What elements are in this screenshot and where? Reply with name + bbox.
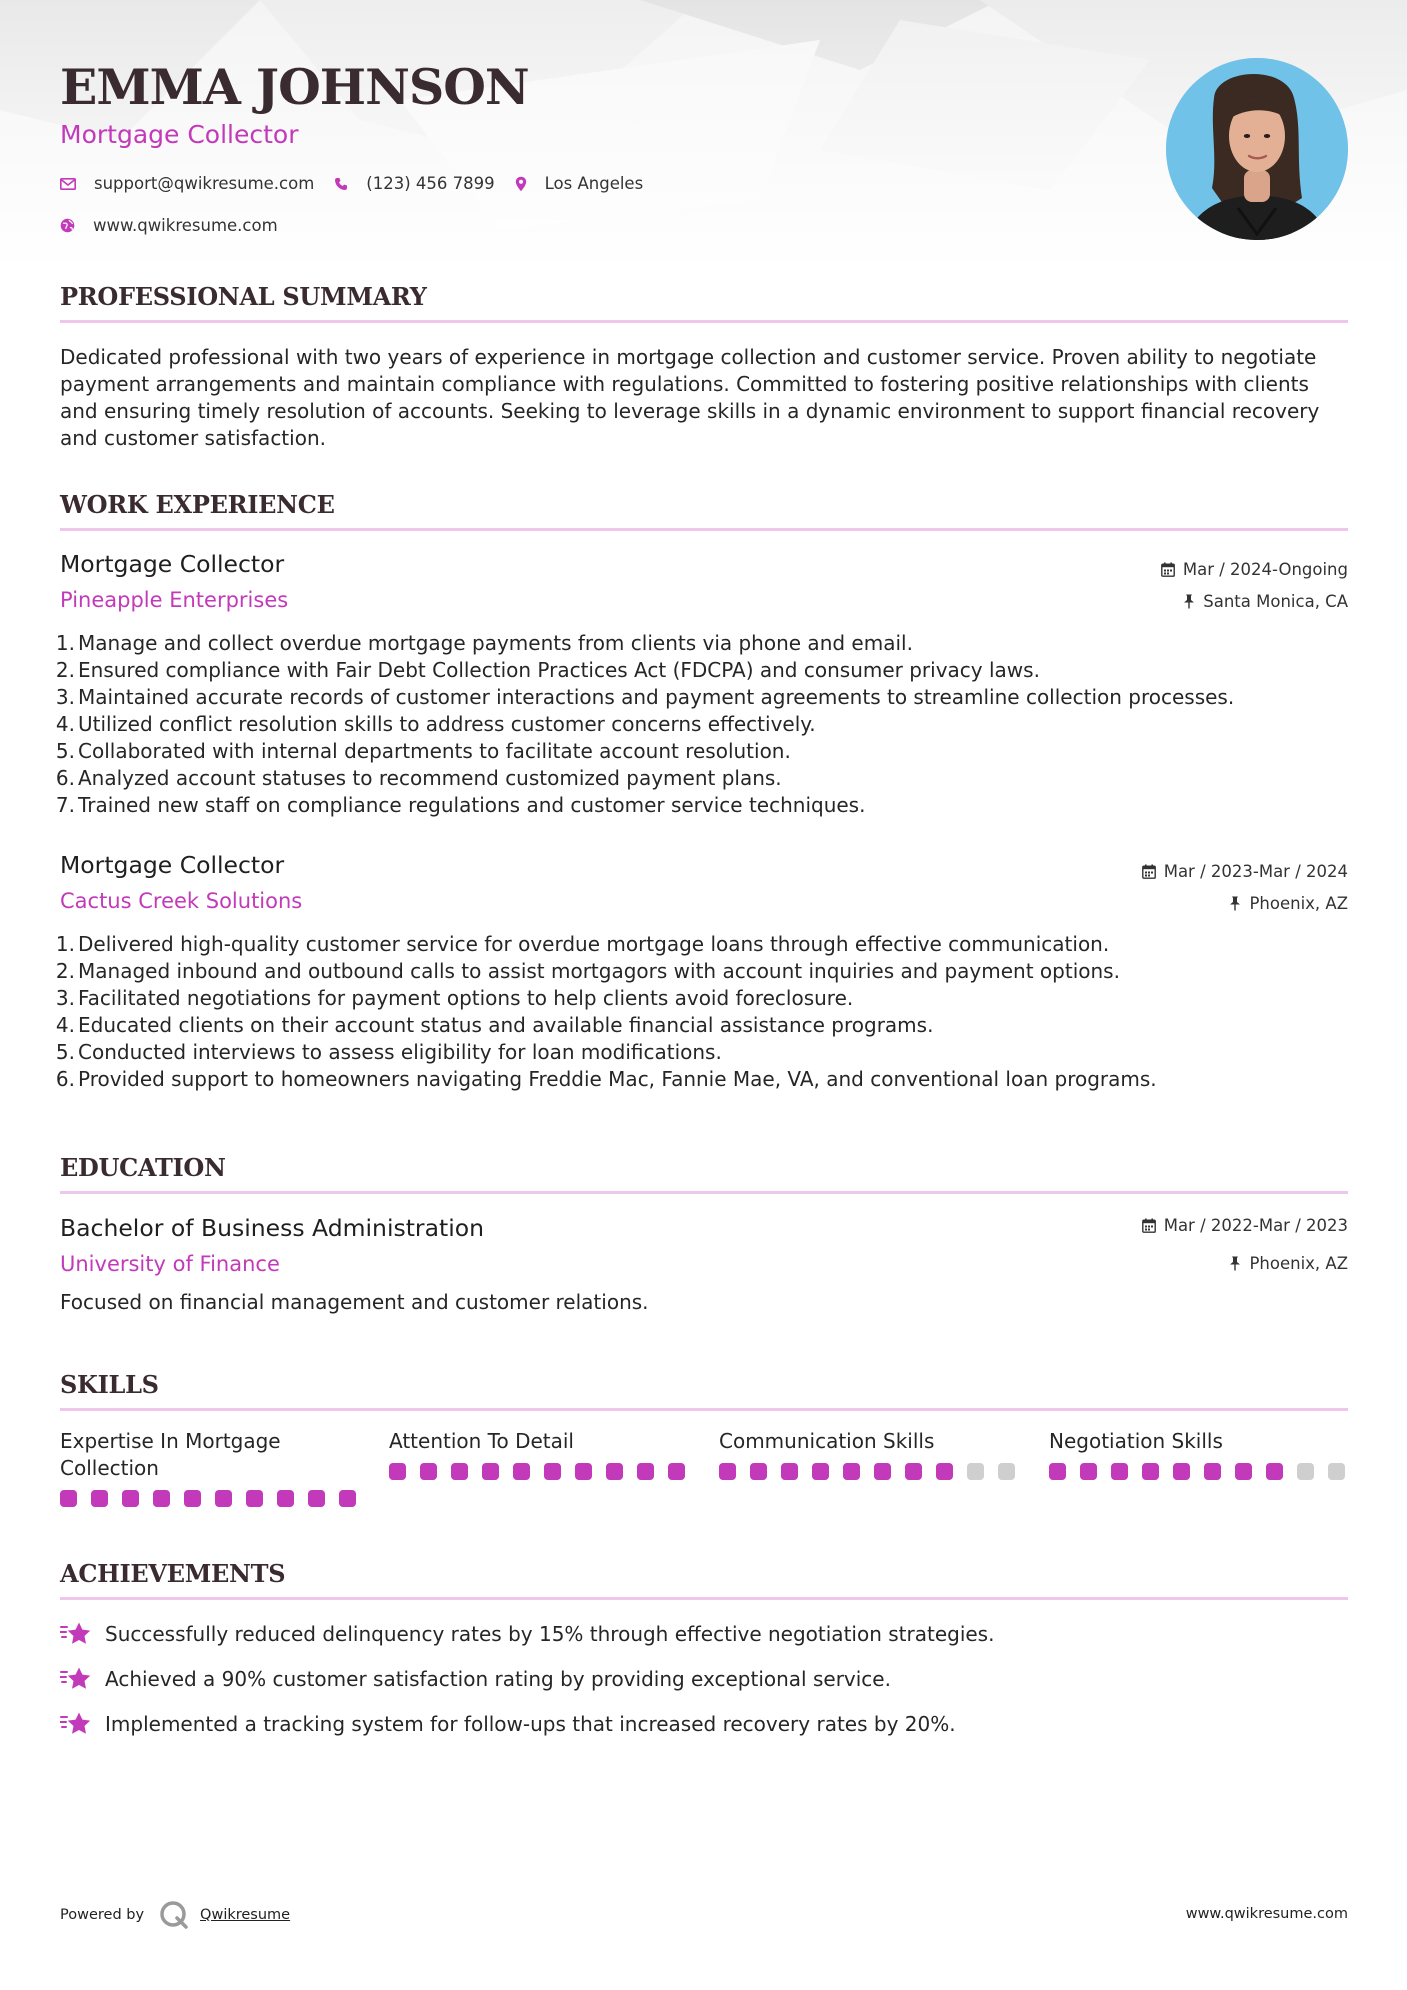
candidate-name: EMMA JOHNSON <box>60 58 529 116</box>
skill-dot-filled <box>122 1490 139 1507</box>
education-description: Focused on financial management and customer relations. <box>60 1290 649 1314</box>
list-item: 5. Conducted interviews to assess eligibility for loan modifications. <box>55 1040 722 1064</box>
qwikresume-logo-icon <box>158 1900 190 1930</box>
skill-rating <box>389 1463 689 1480</box>
skill-name: Attention To Detail <box>389 1429 574 1453</box>
envelope-icon <box>60 178 76 190</box>
skill-dot-filled <box>1173 1463 1190 1480</box>
job-responsibilities <box>44 931 1344 1093</box>
skill-item <box>719 1428 1019 1480</box>
list-item: 4. Utilized conflict resolution skills to address customer concerns effectively. <box>55 712 816 736</box>
qwikresume-link[interactable]: Qwikresume <box>200 1907 291 1923</box>
skill-dot-empty <box>967 1463 984 1480</box>
list-item: 3. Facilitated negotiations for payment options to help clients avoid foreclosure. <box>55 986 854 1010</box>
section-heading-achievements: ACHIEVEMENTS <box>60 1559 286 1588</box>
skill-dot-filled <box>1111 1463 1128 1480</box>
degree-title: Bachelor of Business Administration <box>60 1214 485 1242</box>
skill-dot-filled <box>60 1490 77 1507</box>
job-company: Pineapple Enterprises <box>60 588 289 612</box>
skill-dot-filled <box>451 1463 468 1480</box>
job-location-text: Phoenix, AZ <box>1249 894 1348 913</box>
summary-text: Dedicated professional with two years of experience in mortgage collection and customer service. Proven ability to negotiate payment arrangements and maintain compliance with regulations. Committed to fostering positive relationships with clients and ensuring timely resolution of accounts. Seeking to leverage skills in a dynamic environment to support financial recovery and customer satisfaction. <box>60 345 1320 450</box>
skill-item <box>389 1428 689 1480</box>
section-divider <box>60 1597 1348 1600</box>
achievements-section-header <box>60 1559 1348 1588</box>
skill-dot-filled <box>668 1463 685 1480</box>
contact-phone[interactable] <box>334 174 494 193</box>
star-icon <box>60 1666 93 1692</box>
skill-dot-filled <box>482 1463 499 1480</box>
contact-location <box>515 174 644 193</box>
section-heading-education: EDUCATION <box>60 1153 226 1182</box>
school-name: University of Finance <box>60 1252 280 1276</box>
skill-dot-filled <box>874 1463 891 1480</box>
job-title: Mortgage Collector <box>60 851 285 879</box>
list-item: 2. Ensured compliance with Fair Debt Collection Practices Act (FDCPA) and consumer privacy laws. <box>55 658 1040 682</box>
job-location-text: Santa Monica, CA <box>1203 592 1348 611</box>
section-heading-skills: SKILLS <box>60 1370 159 1399</box>
calendar-icon <box>1161 562 1175 577</box>
map-pin-icon <box>515 176 527 192</box>
skill-dot-empty <box>1297 1463 1314 1480</box>
skill-dot-filled <box>1235 1463 1252 1480</box>
location-text: Los Angeles <box>544 174 644 193</box>
skill-dot-filled <box>719 1463 736 1480</box>
skill-dot-filled <box>544 1463 561 1480</box>
skill-rating <box>1049 1463 1349 1480</box>
section-divider <box>60 528 1348 531</box>
calendar-icon <box>1142 1218 1156 1233</box>
skill-dot-filled <box>606 1463 623 1480</box>
skill-dot-empty <box>998 1463 1015 1480</box>
list-item: 1. Manage and collect overdue mortgage payments from clients via phone and email. <box>55 631 913 655</box>
achievement-text: Implemented a tracking system for follow-ups that increased recovery rates by 20%. <box>105 1712 956 1736</box>
contact-row-secondary <box>60 216 298 235</box>
list-item: 4. Educated clients on their account status and available financial assistance programs. <box>55 1013 934 1037</box>
email-text: support@qwikresume.com <box>94 174 315 193</box>
skill-dot-filled <box>905 1463 922 1480</box>
candidate-title: Mortgage Collector <box>60 120 299 149</box>
section-heading-summary: PROFESSIONAL SUMMARY <box>60 282 427 311</box>
list-item: 1. Delivered high-quality customer service for overdue mortgage loans through effective communication. <box>55 932 1110 956</box>
job-title: Mortgage Collector <box>60 550 285 578</box>
skill-rating <box>60 1490 360 1507</box>
skill-dot-filled <box>1049 1463 1066 1480</box>
skill-dot-filled <box>1080 1463 1097 1480</box>
skill-dot-filled <box>843 1463 860 1480</box>
star-icon <box>60 1711 93 1737</box>
achievement-text: Successfully reduced delinquency rates by 15% through effective negotiation strategies. <box>105 1622 995 1646</box>
list-item: 2. Managed inbound and outbound calls to assist mortgagors with account inquiries and payment options. <box>55 959 1120 983</box>
skill-dot-filled <box>1142 1463 1159 1480</box>
skill-dot-filled <box>420 1463 437 1480</box>
list-item: 3. Maintained accurate records of customer interactions and payment agreements to streamline collection processes. <box>55 685 1235 709</box>
star-icon <box>60 1621 93 1647</box>
profile-photo <box>1166 58 1348 240</box>
education-dates <box>1142 1216 1348 1235</box>
skill-dot-filled <box>246 1490 263 1507</box>
skill-dot-filled <box>936 1463 953 1480</box>
skill-item <box>1049 1428 1349 1480</box>
phone-text: (123) 456 7899 <box>366 174 495 193</box>
skill-name: Expertise In Mortgage Collection <box>60 1429 281 1480</box>
contact-email[interactable] <box>60 174 314 193</box>
calendar-icon <box>1142 864 1156 879</box>
section-divider <box>60 1408 1348 1411</box>
skills-section-header <box>60 1370 1348 1399</box>
skill-dot-filled <box>277 1490 294 1507</box>
section-divider <box>60 1191 1348 1194</box>
pushpin-icon <box>1229 896 1241 911</box>
skill-dot-filled <box>637 1463 654 1480</box>
job-dates <box>1161 560 1348 579</box>
skill-dot-filled <box>91 1490 108 1507</box>
section-heading-experience: WORK EXPERIENCE <box>60 490 335 519</box>
job-location <box>1229 894 1348 913</box>
education-dates-text: Mar / 2022-Mar / 2023 <box>1163 1216 1348 1235</box>
skill-dot-filled <box>389 1463 406 1480</box>
section-divider <box>60 320 1348 323</box>
job-dates <box>1142 862 1348 881</box>
achievement-item <box>60 1711 956 1737</box>
job-dates-text: Mar / 2023-Mar / 2024 <box>1163 862 1348 881</box>
education-location <box>1229 1254 1348 1273</box>
achievement-item <box>60 1666 891 1692</box>
skill-dot-filled <box>1204 1463 1221 1480</box>
list-item: 6. Analyzed account statuses to recommend customized payment plans. <box>55 766 782 790</box>
skill-dot-filled <box>339 1490 356 1507</box>
pushpin-icon <box>1229 1256 1241 1271</box>
contact-row-primary <box>60 174 663 193</box>
globe-icon <box>60 218 75 233</box>
job-dates-text: Mar / 2024-Ongoing <box>1182 560 1348 579</box>
phone-icon <box>334 177 348 191</box>
skill-name: Negotiation Skills <box>1049 1429 1223 1453</box>
job-location <box>1183 592 1348 611</box>
skill-dot-filled <box>575 1463 592 1480</box>
skill-dot-filled <box>308 1490 325 1507</box>
skill-dot-filled <box>781 1463 798 1480</box>
footer-powered-by <box>60 1900 290 1930</box>
skill-dot-filled <box>513 1463 530 1480</box>
skill-name: Communication Skills <box>719 1429 935 1453</box>
pushpin-icon <box>1183 594 1195 609</box>
job-responsibilities <box>44 630 1344 819</box>
skill-dot-filled <box>184 1490 201 1507</box>
avatar <box>1166 58 1348 240</box>
powered-by-label: Powered by <box>60 1907 145 1923</box>
summary-section-header <box>60 282 1348 311</box>
experience-section-header <box>60 490 1348 519</box>
list-item: 7. Trained new staff on compliance regulations and customer service techniques. <box>55 793 866 817</box>
job-company: Cactus Creek Solutions <box>60 889 303 913</box>
skill-dot-empty <box>1328 1463 1345 1480</box>
education-section-header <box>60 1153 1348 1182</box>
skill-dot-filled <box>215 1490 232 1507</box>
footer-website[interactable]: www.qwikresume.com <box>1185 1906 1348 1922</box>
skill-dot-filled <box>750 1463 767 1480</box>
skill-item <box>60 1428 360 1507</box>
achievement-text: Achieved a 90% customer satisfaction rating by providing exceptional service. <box>105 1667 891 1691</box>
list-item: 6. Provided support to homeowners navigating Freddie Mac, Fannie Mae, VA, and conventional loan programs. <box>55 1067 1157 1091</box>
contact-website[interactable] <box>60 216 278 235</box>
skill-dot-filled <box>153 1490 170 1507</box>
list-item: 5. Collaborated with internal departments to facilitate account resolution. <box>55 739 791 763</box>
skill-dot-filled <box>812 1463 829 1480</box>
skill-rating <box>719 1463 1019 1480</box>
achievement-item <box>60 1621 994 1647</box>
website-text: www.qwikresume.com <box>93 216 278 235</box>
education-location-text: Phoenix, AZ <box>1249 1254 1348 1273</box>
skill-dot-filled <box>1266 1463 1283 1480</box>
